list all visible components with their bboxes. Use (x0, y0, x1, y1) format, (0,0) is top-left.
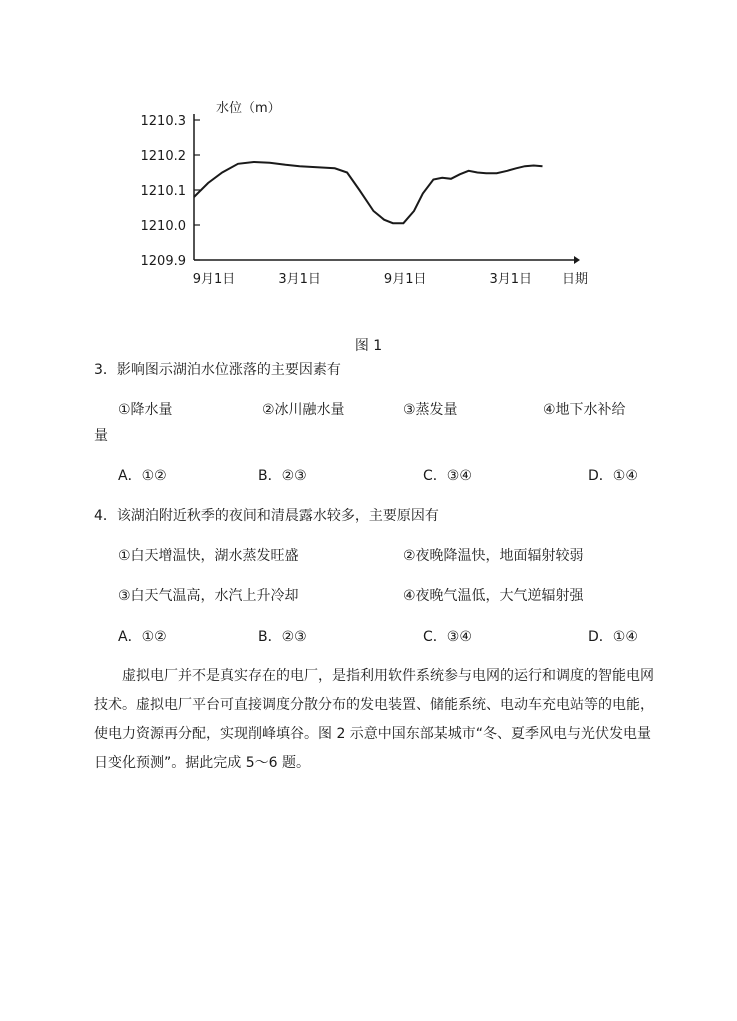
q3-choice-c[interactable]: C．③④ (423, 468, 472, 484)
y-axis-label: 水位（m） (216, 101, 281, 116)
q3-option-1: ①降水量 (118, 402, 173, 418)
water-level-line (194, 162, 543, 223)
y-tick-label: 1210.3 (140, 114, 186, 129)
x-tick-label: 3月1日 (278, 272, 321, 287)
passage-text: 虚拟电厂并不是真实存在的电厂，是指利用软件系统参与电网的运行和调度的智能电网技术。虚拟电厂平台可直接调度分散分布的发电装置、储能系统、电动车充电站等的电能，使电力资源再分配，实现削峰填谷。图 2 示意中国东部某城市“冬、夏季风电与光伏发电量日变化预测”。据此完成 5～6 题。 (94, 668, 654, 771)
x-tick-label: 9月1日 (383, 272, 427, 287)
q3-choice-d[interactable]: D．①④ (588, 468, 638, 484)
q4-option-3: ③白天气温高，水汽上升冷却 (118, 588, 299, 604)
q4-option-4: ④夜晚气温低，大气逆辐射强 (403, 588, 584, 604)
x-tick-labels (193, 272, 532, 287)
y-tick-label: 1210.0 (140, 219, 186, 234)
q3-option-2: ②冰川融水量 (262, 402, 345, 418)
q3-option-3: ③蒸发量 (403, 402, 458, 418)
chart-svg (140, 96, 600, 306)
q3-stem: 3．影响图示湖泊水位涨落的主要因素有 (94, 362, 341, 378)
chart-axes (194, 114, 580, 264)
q4-choice-c[interactable]: C．③④ (423, 629, 472, 645)
y-tick-labels (141, 114, 201, 269)
q4-choice-d[interactable]: D．①④ (588, 629, 638, 645)
q3-option-4: ④地下水补给 (543, 402, 626, 418)
q3-choice-a[interactable]: A．①② (118, 468, 167, 484)
q4-option-1: ①白天增温快，湖水蒸发旺盛 (118, 548, 299, 564)
q4-stem: 4．该湖泊附近秋季的夜间和清晨露水较多，主要原因有 (94, 508, 439, 524)
y-tick-label: 1210.2 (140, 149, 186, 164)
y-tick-label: 1210.1 (140, 184, 186, 199)
q3-choice-b[interactable]: B．②③ (258, 468, 307, 484)
x-tick-label: 3月1日 (489, 272, 533, 287)
figure-caption: 图 1 (354, 338, 383, 354)
x-axis-arrow (574, 256, 580, 264)
q4-choice-a[interactable]: A．①② (118, 629, 167, 645)
q3-option-wrap: 量 (94, 428, 108, 444)
x-axis-label: 日期 (562, 272, 589, 287)
x-tick-label: 9月1日 (192, 272, 236, 287)
y-tick-label: 1209.9 (140, 254, 186, 269)
water-level-chart (140, 96, 600, 306)
q4-choice-b[interactable]: B．②③ (258, 629, 307, 645)
q4-option-2: ②夜晚降温快，地面辐射较弱 (403, 548, 584, 564)
